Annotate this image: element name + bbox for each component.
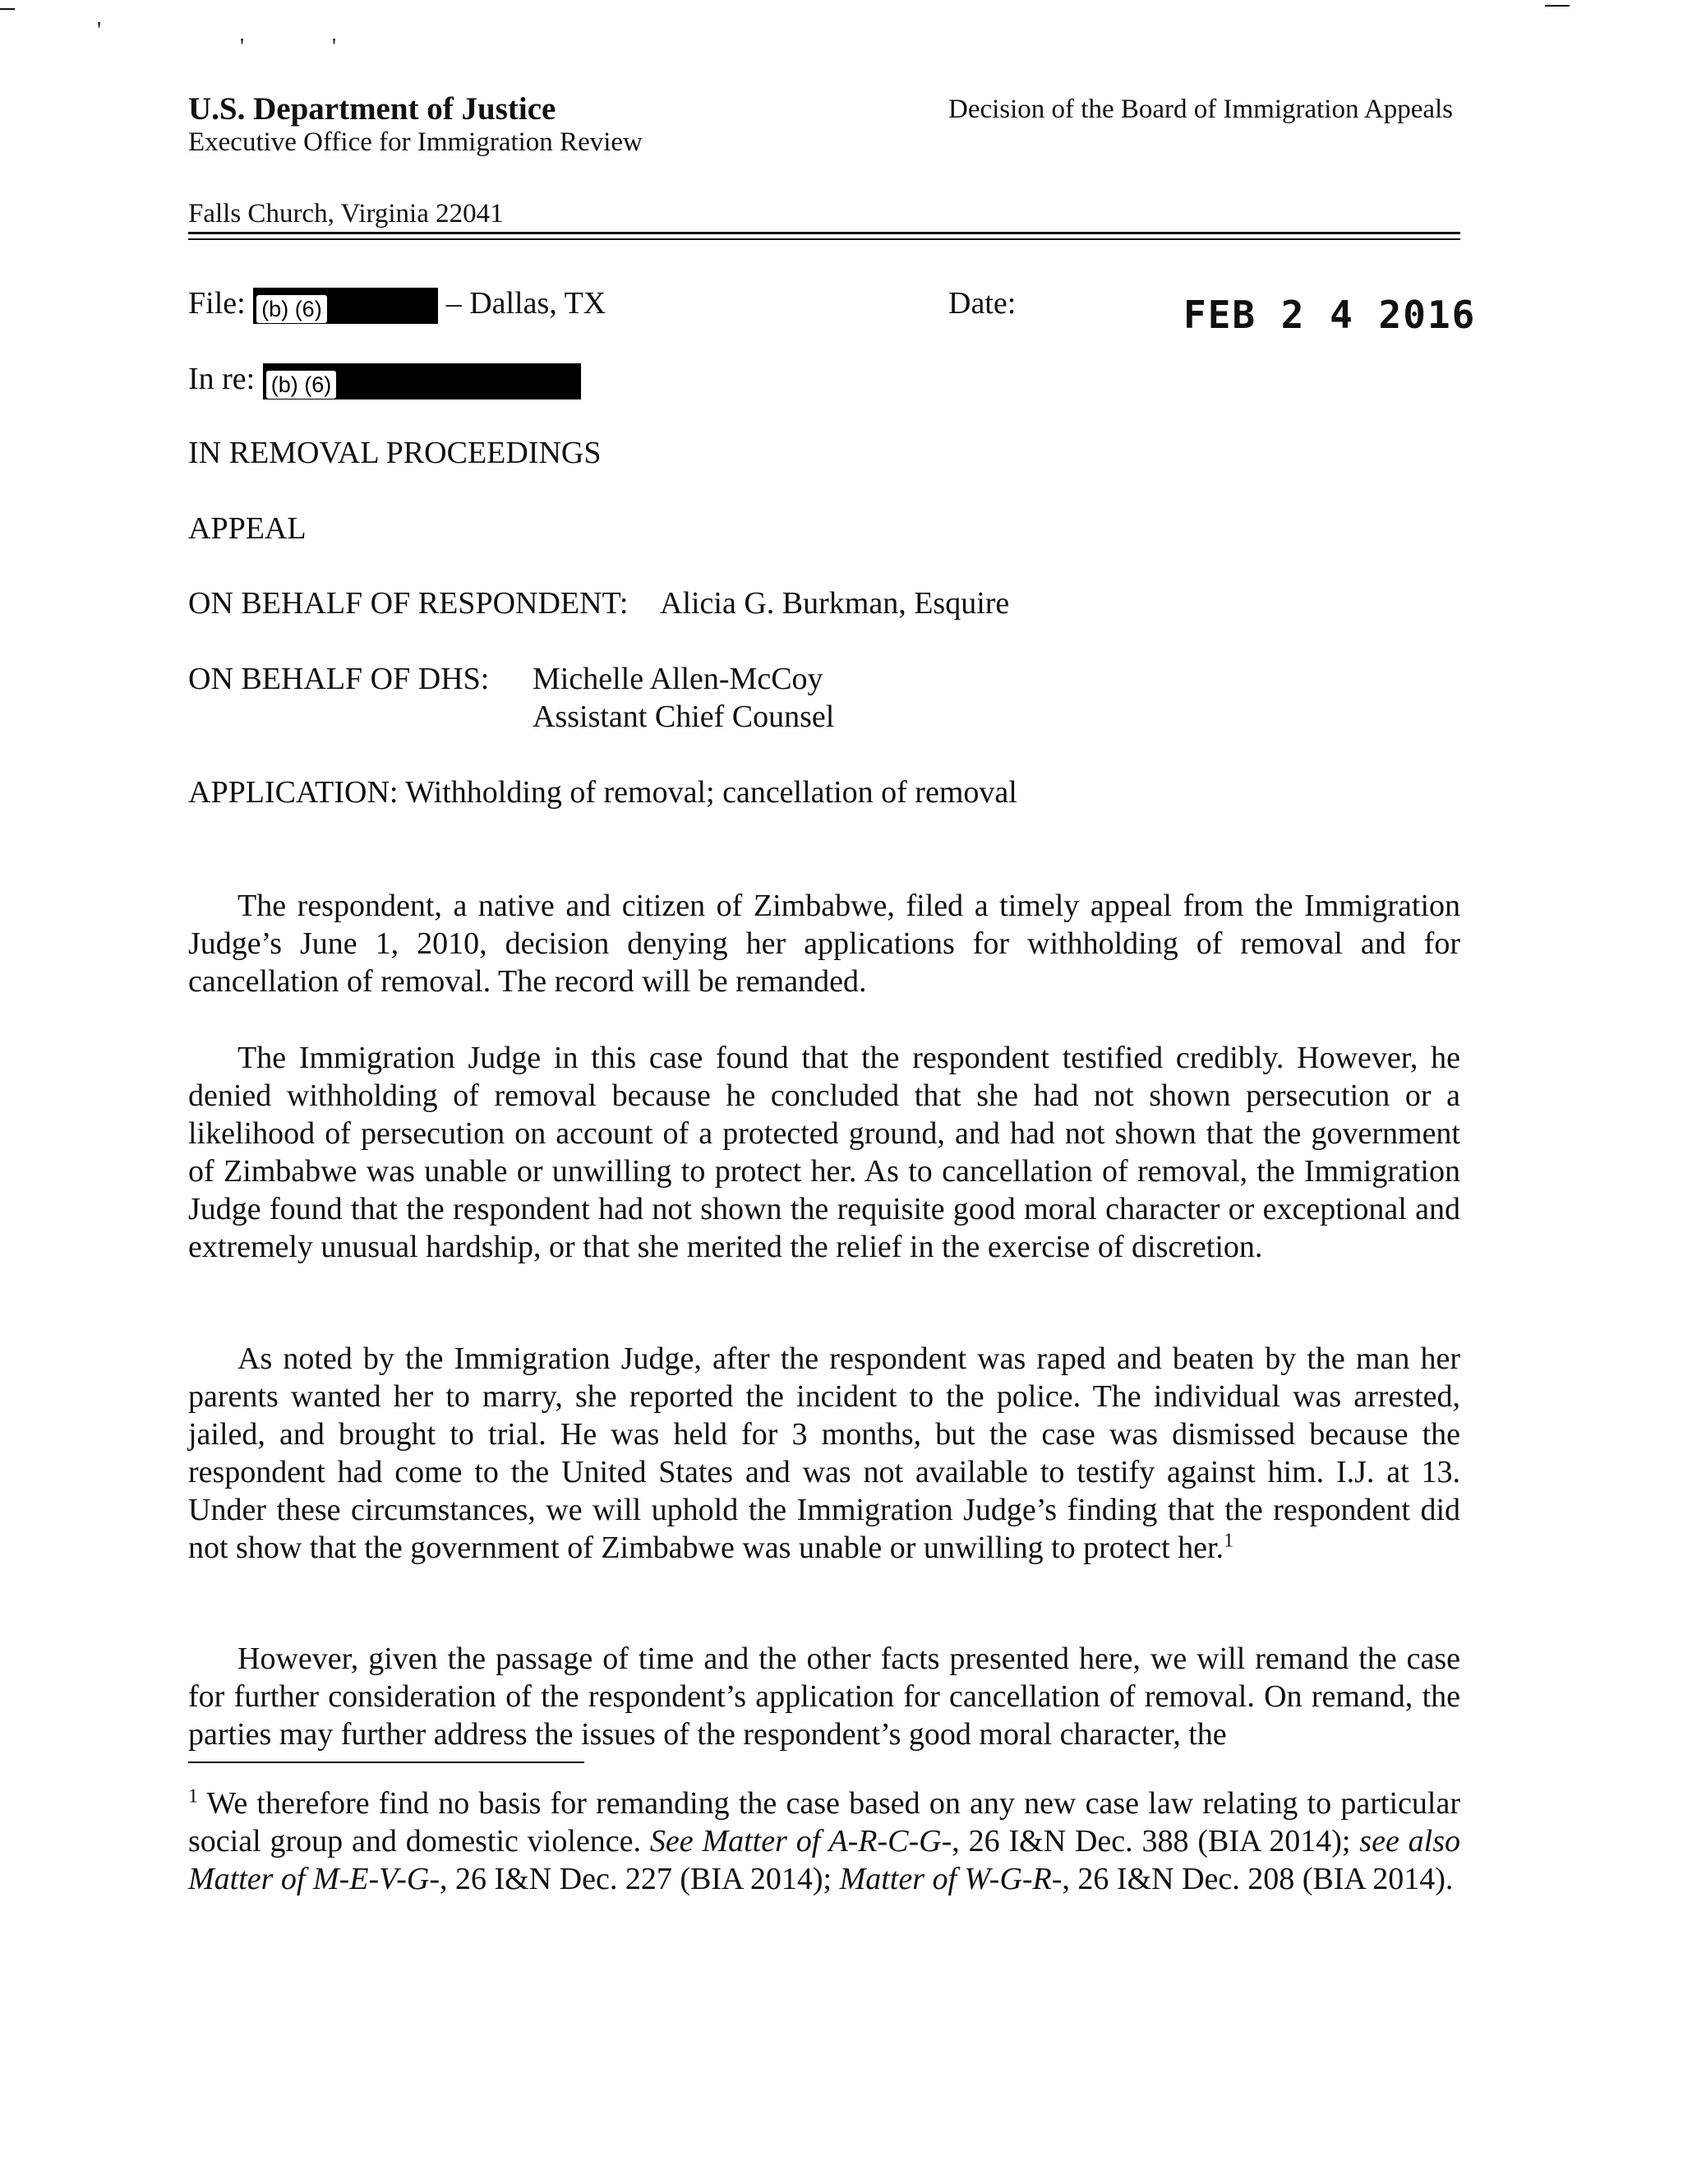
- cite-signal: See: [649, 1824, 694, 1858]
- cite-case: Matter of A-R-C-G-: [702, 1824, 952, 1858]
- paragraph-2: The Immigration Judge in this case found that the respondent testified credibly. However, he denied withholding of removal because he concluded that she had not shown persecution or a likelihood of persecution on account of a protected ground, and had not shown that the government of Zimbabwe was unable or unwilling to protect her. As to cancellation of removal, the Immigration Judge found that the respondent had not shown the requisite good moral character or exceptional and extremely unusual hardship, or that she merited the relief in the exercise of discretion.: [188, 1041, 1460, 1264]
- footnote-ref: 1: [1224, 1530, 1234, 1552]
- cite-signal: see also: [1359, 1824, 1461, 1858]
- paragraph-3-text: As noted by the Immigration Judge, after the respondent was raped and beaten by the man her parents wanted her to marry, she reported the incident to the police. The individual was arrested, jailed, and brought to trial. He was held for 3 months, but the case was dismissed because the respondent had come to the United States and was not available to testify against him. I.J. at 13. Under these circumstances, we will uphold the Immigration Judge’s finding that the respondent did not show that the government of Zimbabwe was unable or unwilling to protect her.: [188, 1341, 1460, 1565]
- appeal-heading: APPEAL: [188, 511, 307, 546]
- footnote-number: 1: [188, 1785, 198, 1808]
- application-text: Withholding of removal; cancellation of removal: [405, 775, 1017, 810]
- in-re-label: In re:: [188, 362, 256, 396]
- application-label: APPLICATION:: [188, 775, 399, 810]
- redaction-tag: (b) (6): [256, 294, 328, 324]
- file-label: File:: [188, 286, 246, 321]
- date-stamp: FEB 2 4 2016: [1183, 293, 1477, 337]
- decision-title: Decision of the Board of Immigration Appeals: [948, 95, 1454, 124]
- footnote-text: We therefore find no basis for remanding the case based on any new case law relating to particular social group and domestic violence.: [188, 1786, 1460, 1858]
- paragraph-4: However, given the passage of time and the other facts presented here, we will remand the case for further consideration of the respondent’s application for cancellation of removal. On remand, the parties may further address the issues of the respondent’s good moral character, the: [188, 1641, 1460, 1752]
- file-line: [188, 284, 606, 324]
- office-name: Executive Office for Immigration Review: [188, 127, 643, 157]
- date-label: Date:: [948, 286, 1017, 321]
- scan-mark: ': [97, 18, 102, 44]
- respondent-label: ON BEHALF OF RESPONDENT:: [188, 586, 629, 621]
- scan-mark: ': [240, 35, 245, 60]
- dhs-counsel-title: Assistant Chief Counsel: [533, 700, 835, 734]
- header-rule: [188, 232, 1460, 234]
- cite-rest: , 26 I&N Dec. 388 (BIA 2014);: [952, 1824, 1351, 1858]
- cite-case: Matter of W-G-R-: [839, 1862, 1063, 1896]
- footnote-rule: [188, 1762, 584, 1763]
- application-line: [188, 773, 1017, 811]
- proceedings-heading: IN REMOVAL PROCEEDINGS: [188, 436, 602, 470]
- scan-mark: ': [332, 35, 337, 60]
- dhs-counsel-name: Michelle Allen-McCoy: [533, 662, 823, 696]
- respondent-counsel: Alicia G. Burkman, Esquire: [660, 586, 1010, 621]
- in-re-line: [188, 360, 581, 399]
- file-location: – Dallas, TX: [445, 286, 606, 321]
- paragraph-1: The respondent, a native and citizen of Zimbabwe, filed a timely appeal from the Immigration Judge’s June 1, 2010, decision denying her applications for withholding of removal and for cancellation of removal. The record will be remanded.: [188, 889, 1460, 999]
- office-address: Falls Church, Virginia 22041: [188, 199, 504, 229]
- cite-case: Matter of M-E-V-G-: [188, 1862, 440, 1896]
- paragraph-3: [188, 1340, 1460, 1567]
- cite-rest: , 26 I&N Dec. 208 (BIA 2014).: [1062, 1862, 1454, 1896]
- agency-name: U.S. Department of Justice: [188, 91, 556, 127]
- footnote-1: [188, 1785, 1460, 1898]
- in-re-redaction: [263, 363, 581, 399]
- scan-edge-mark: [1545, 5, 1570, 7]
- redaction-tag: (b) (6): [265, 370, 338, 399]
- file-redaction: [253, 288, 438, 324]
- header-rule: [188, 238, 1460, 240]
- scan-edge-mark: [0, 8, 15, 10]
- cite-rest: , 26 I&N Dec. 227 (BIA 2014);: [440, 1862, 832, 1896]
- dhs-label: ON BEHALF OF DHS:: [188, 662, 490, 696]
